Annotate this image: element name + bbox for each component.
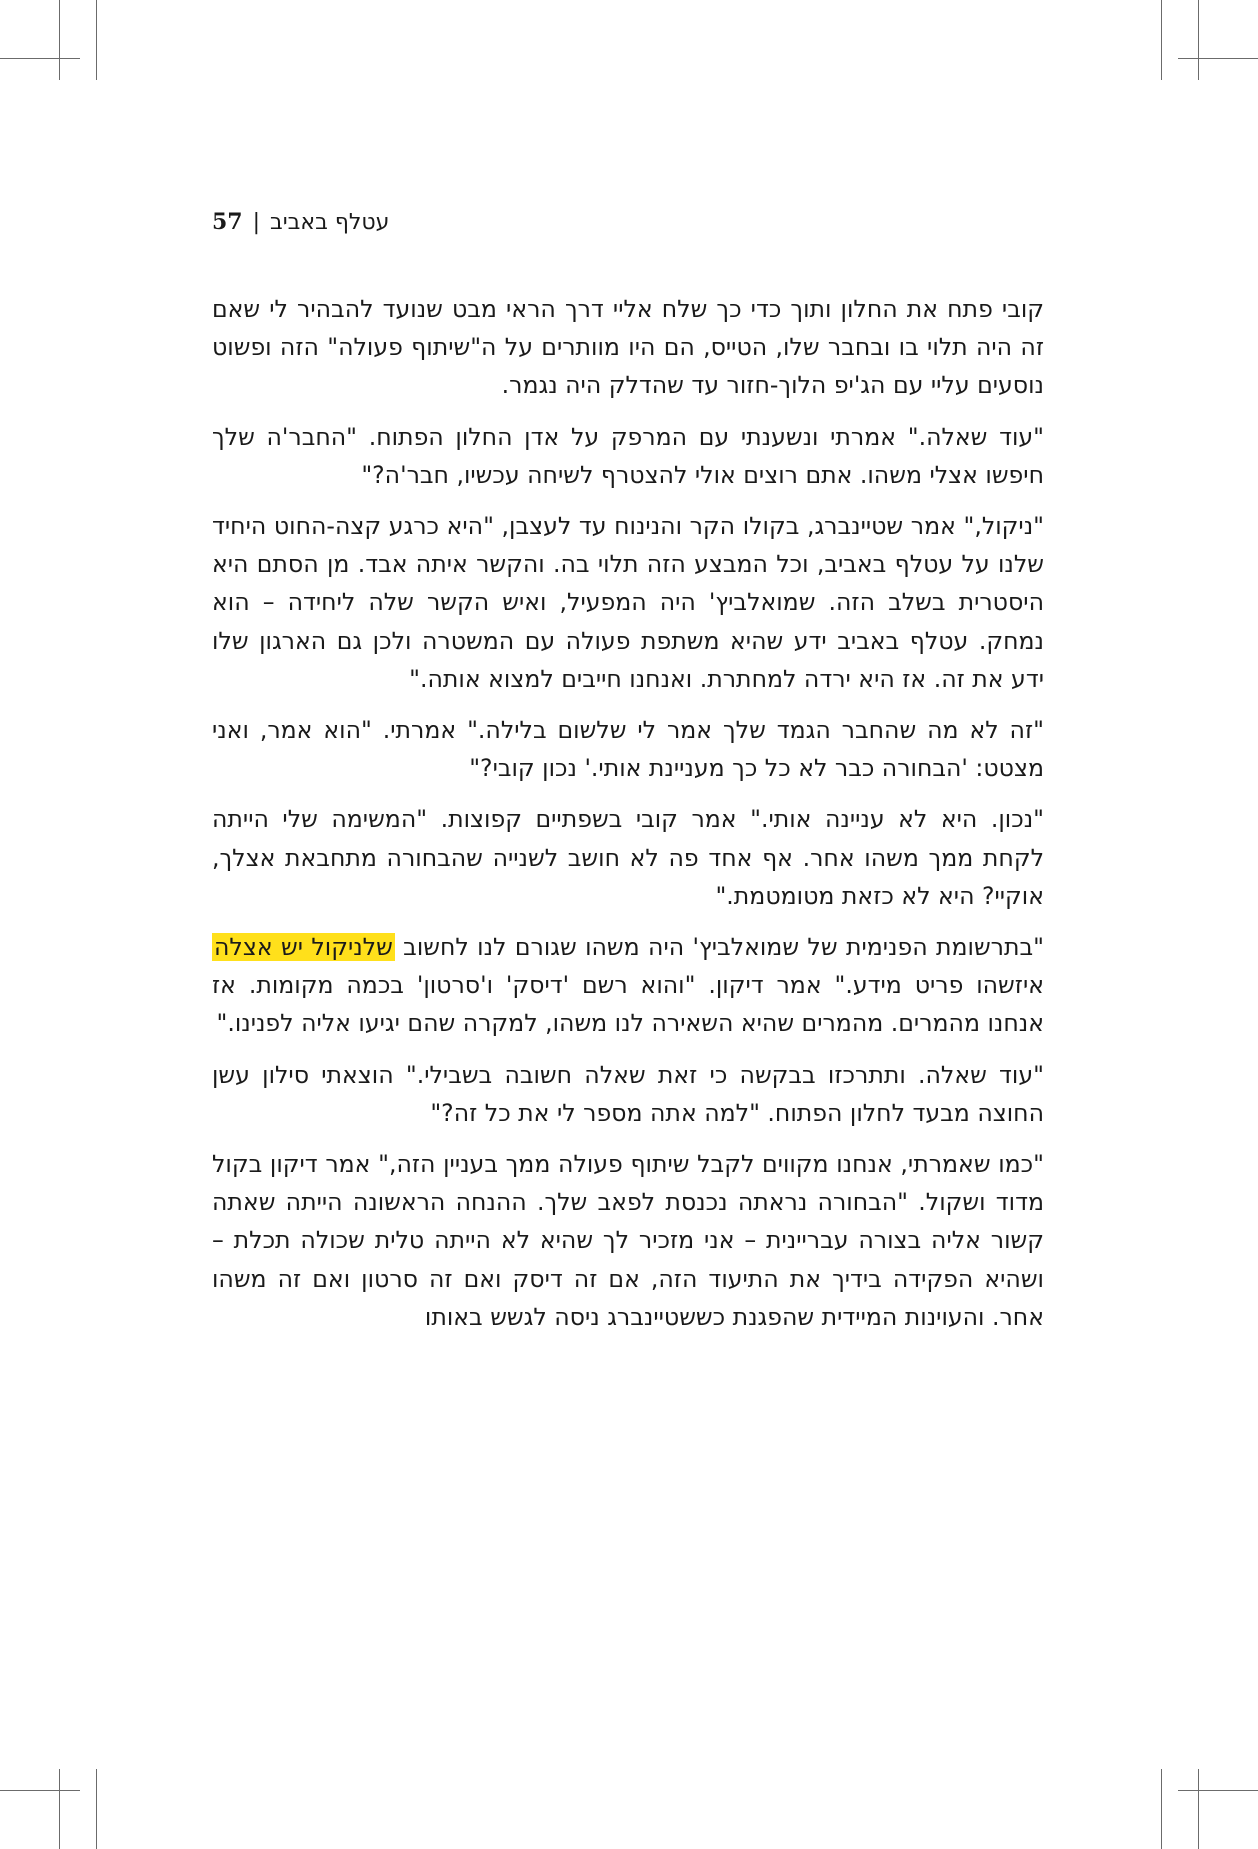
crop-mark	[1178, 58, 1258, 59]
crop-mark	[0, 1790, 80, 1791]
paragraph: קובי פתח את החלון ותוך כדי כך שלח אליי דרך הראי מבט שנועד להבהיר לי שאם זה היה תלוי בו ובחבר שלו, הטייס, הם היו מוותרים על ה"שיתוף פעולה" הזה ופשוט נוסעים עליי עם הג'יפ הלוך-חזור עד שהדלק היה נגמר.	[212, 295, 1044, 400]
highlighted-text[interactable]: שלניקול יש אצלה	[214, 933, 393, 962]
paragraph: "כמו שאמרתי, אנחנו מקווים לקבל שיתוף פעולה ממך בעניין הזה," אמר דיקון בקול מדוד ושקול. "הבחורה נראתה נכנסת לפאב שלך. ההנחה הראשונה הייתה שאתה קשור אליה בצורה עבריינית – אני מזכיר לך שהיא לא הייתה טלית שכולה תכלת – ושהיא הפקידה בידיך את התיעוד הזה, אם זה דיסק ואם זה סרטון ואם זה משהו אחר. והעוינות המיידית שהפגנת כששטיינברג ניסה לגשש באותו	[212, 1150, 1044, 1331]
paragraph: "עוד שאלה. ותתרכזו בבקשה כי זאת שאלה חשובה בשבילי." הוצאתי סילון עשן החוצה מבעד לחלון הפתוח. "למה אתה מספר לי את כל זה?"	[212, 1060, 1044, 1127]
page-number: 57	[212, 209, 243, 235]
crop-mark	[1161, 1769, 1162, 1849]
paragraph: "עוד שאלה." אמרתי ונשענתי עם המרפק על אדן החלון הפתוח. "החבר'ה שלך חיפשו אצלי משהו. אתם רוצים אולי להצטרף לשיחה עכשיו, חבר'ה?"	[212, 422, 1044, 489]
crop-mark	[1178, 1790, 1258, 1791]
crop-mark	[59, 0, 60, 80]
paragraph-text: "בתרשומת הפנימית של שמואלביץ' היה משהו שגורם לנו לחשוב	[394, 933, 1045, 962]
crop-mark	[0, 58, 80, 59]
paragraph	[212, 928, 1044, 1043]
paragraph: "נכון. היא לא עניינה אותי." אמר קובי בשפתיים קפוצות. "המשימה שלי הייתה לקחת ממך משהו אחר. אף אחד פה לא חושב לשנייה שהבחורה מתחבאת אצלך, אוקיי? היא לא כזאת מטומטמת."	[212, 805, 1044, 910]
paragraph: "זה לא מה שהחבר הגמד שלך אמר לי שלשום בלילה." אמרתי. "הוא אמר, ואני מצטט: 'הבחורה כבר לא כל כך מעניינת אותי.' נכון קובי?"	[212, 716, 1044, 783]
separator: |	[252, 210, 261, 235]
crop-mark	[1198, 1769, 1199, 1849]
paragraph-text: איזשהו פריט מידע." אמר דיקון. "והוא רשם 'דיסק' ו'סרטון' בכמה מקומות. אז אנחנו מהמרים. מהמרים שהיא השאירה לנו משהו, למקרה שהם יגיעו אליה לפנינו."	[212, 971, 1044, 1038]
paragraph: "ניקול," אמר שטיינברג, בקולו הקר והנינוח עד לעצבן, "היא כרגע קצה-החוט היחיד שלנו על עטלף באביב, וכל המבצע הזה תלוי בה. והקשר איתה אבד. מן הסתם היא היסטרית בשלב הזה. שמואלביץ' היה המפעיל, ואיש הקשר שלה ליחידה – הוא נמחק. עטלף באביב ידע שהיא משתפת פעולה עם המשטרה ולכן גם הארגון שלו ידע את זה. אז היא ירדה למחתרת. ואנחנו חייבים למצוא אותה."	[212, 512, 1044, 693]
book-title: עטלף באביב	[270, 210, 390, 235]
crop-mark	[1161, 0, 1162, 80]
crop-mark	[96, 0, 97, 80]
crop-mark	[59, 1769, 60, 1849]
crop-mark	[96, 1769, 97, 1849]
body-text	[212, 290, 1044, 1336]
running-head	[212, 209, 642, 235]
crop-mark	[1198, 0, 1199, 80]
